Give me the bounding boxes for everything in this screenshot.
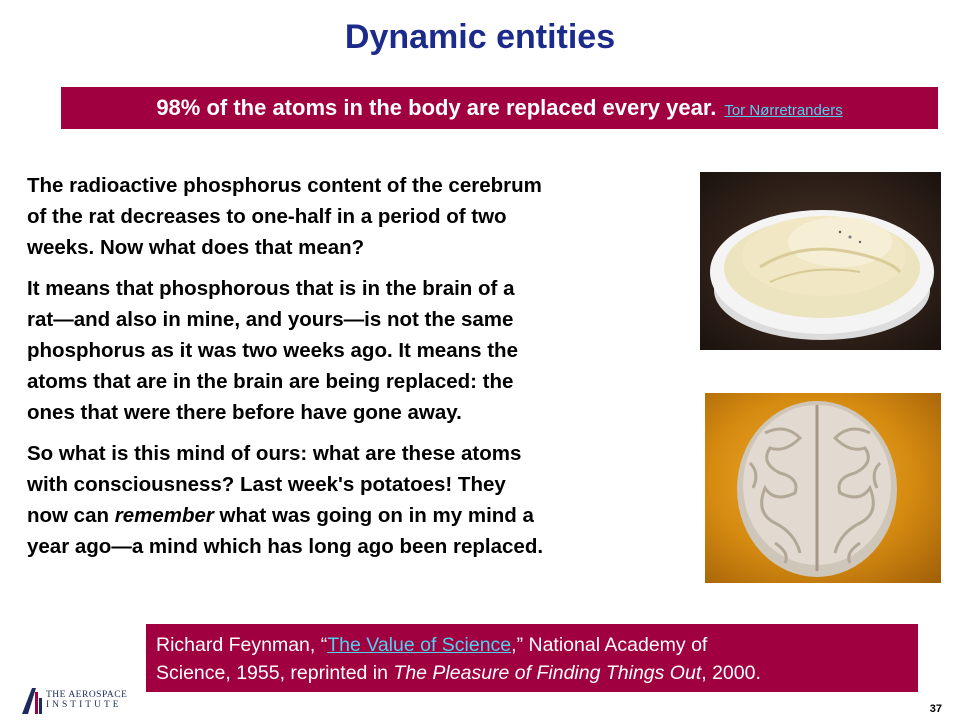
paragraph-line: year ago—a mind which has long ago been replaced. — [27, 535, 544, 558]
paragraph-line: with consciousness? Last week's potatoes! They — [27, 473, 506, 496]
paragraph-line: weeks. Now what does that mean? — [27, 236, 365, 259]
citation-text: ,” National Academy of — [511, 634, 708, 656]
brain-image — [705, 393, 941, 583]
paragraph-line: It means that phosphorous that is in the brain of a — [27, 277, 515, 300]
citation-text: , 2000. — [701, 662, 761, 684]
mashed-potatoes-image — [700, 172, 941, 350]
paragraph-line: ones that were there before have gone away. — [27, 401, 462, 424]
paragraph-2 — [27, 273, 707, 428]
body-text — [27, 170, 707, 572]
logo-line-2: INSTITUTE — [46, 700, 122, 710]
citation-book-title: The Pleasure of Finding Things Out — [393, 662, 702, 684]
paragraph-3 — [27, 438, 707, 562]
citation-text: Richard Feynman, “ — [156, 634, 328, 656]
paragraph-line: phosphorus as it was two weeks ago. It means the — [27, 339, 518, 362]
line-part: what was going on in my mind a — [213, 504, 534, 527]
citation-box — [146, 624, 918, 692]
paragraph-1 — [27, 170, 707, 263]
aerospace-institute-logo — [22, 688, 132, 716]
citation-link[interactable]: The Value of Science — [327, 634, 512, 656]
citation-text: Science, 1955, reprinted in — [156, 662, 394, 684]
paragraph-line: So what is this mind of ours: what are these atoms — [27, 442, 522, 465]
paragraph-line: The radioactive phosphorus content of the cerebrum — [27, 174, 542, 197]
page-number: 37 — [929, 703, 942, 715]
logo-line-1: THE AEROSPACE — [46, 690, 128, 700]
paragraph-line: atoms that are in the brain are being replaced: the — [27, 370, 514, 393]
banner-link[interactable]: Tor Nørretranders — [724, 101, 843, 119]
paragraph-line: rat—and also in mine, and yours—is not the same — [27, 308, 514, 331]
emphasis-remember: remember — [114, 504, 214, 527]
logo-mark-icon — [22, 688, 42, 714]
banner-text: 98% of the atoms in the body are replaced every year. — [156, 95, 717, 120]
paragraph-line — [27, 500, 707, 531]
slide-title: Dynamic entities — [344, 18, 616, 56]
quote-banner — [61, 87, 938, 129]
paragraph-line: of the rat decreases to one-half in a period of two — [27, 205, 507, 228]
line-part: now can — [27, 504, 115, 527]
